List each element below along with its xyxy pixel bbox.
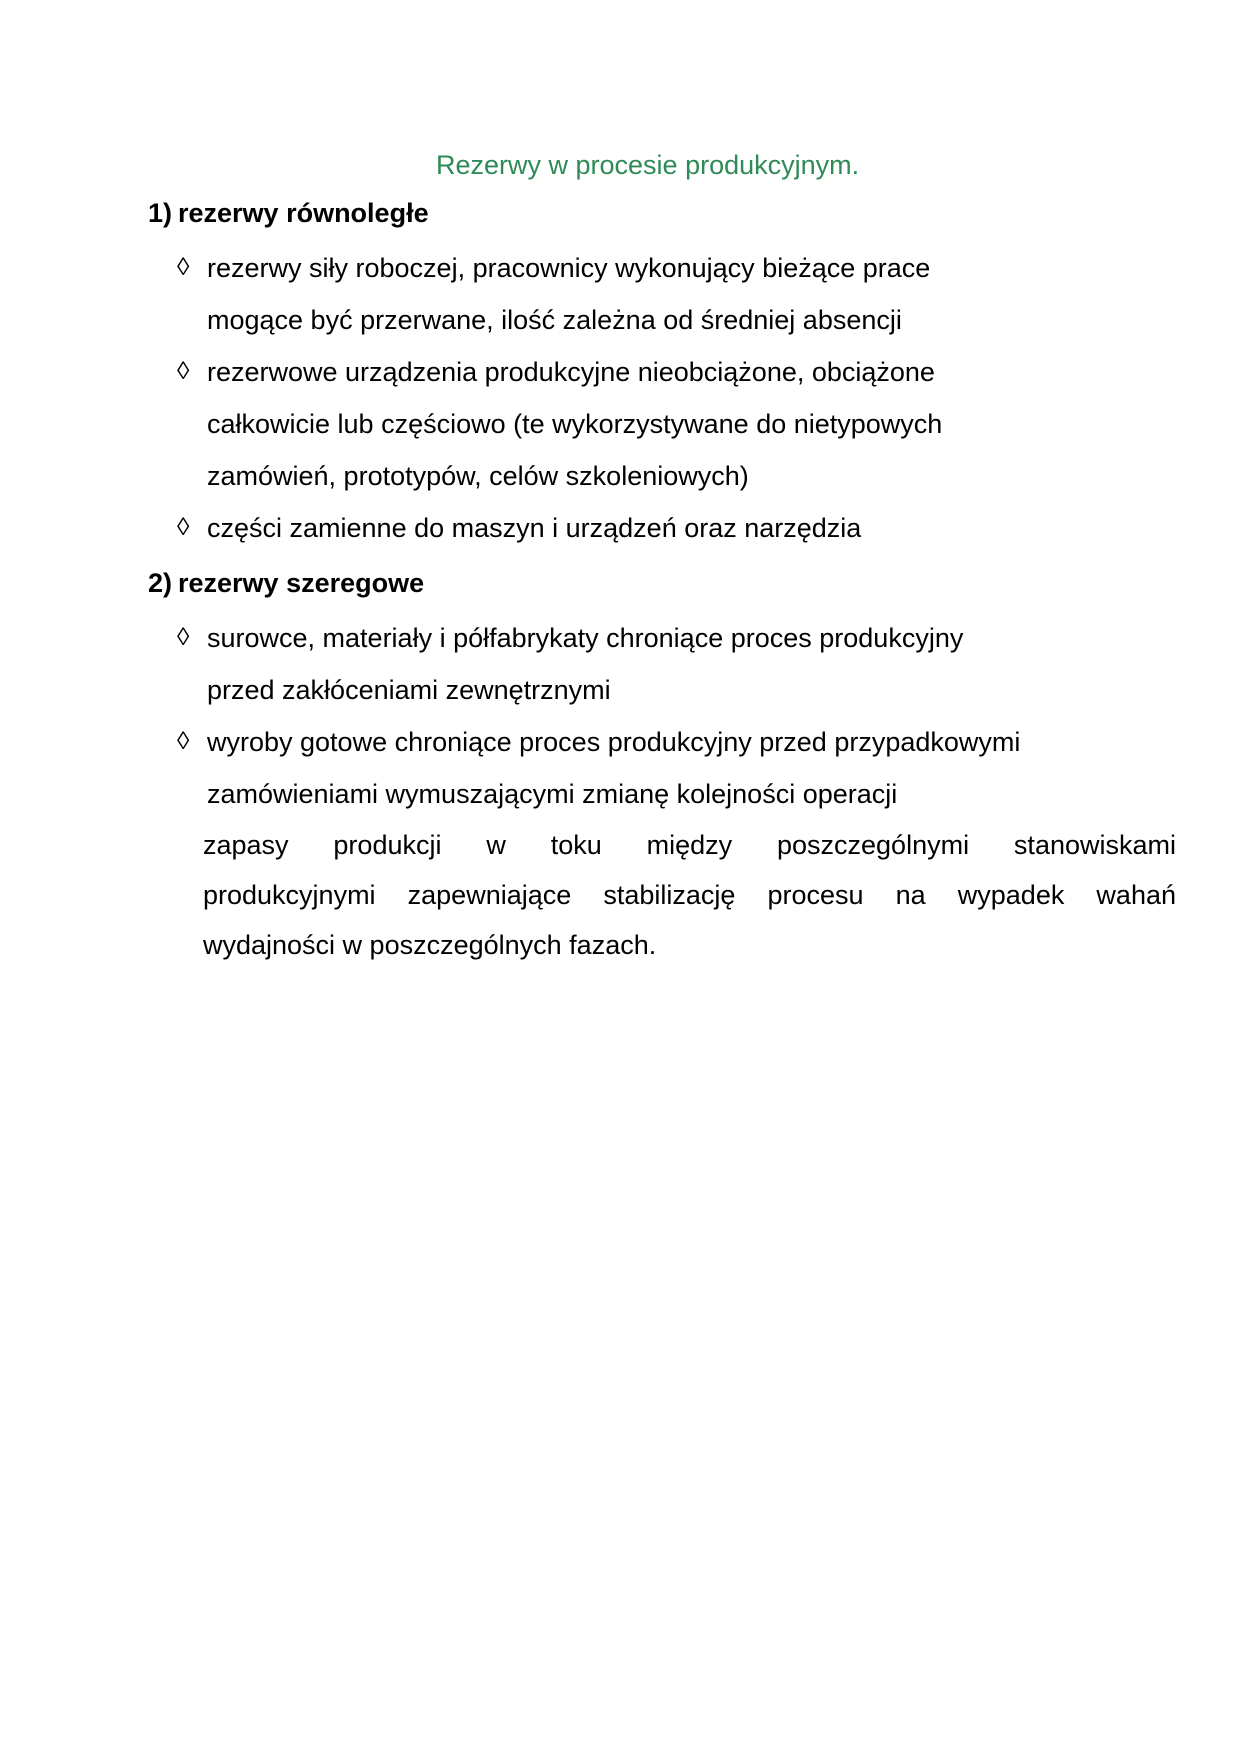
list-item-line: rezerwowe urządzenia produkcyjne nieobciążone, obciążone	[207, 357, 935, 387]
bullet-diamond-icon: ◊	[177, 513, 190, 541]
list-item-line: surowce, materiały i półfabrykaty chroniące proces produkcyjny	[207, 623, 964, 653]
list-item	[207, 612, 1057, 716]
section-number-2: 2)	[148, 568, 173, 598]
bullet-diamond-icon: ◊	[177, 357, 190, 385]
section-number-1: 1)	[148, 198, 173, 228]
list-item-line: całkowicie lub częściowo (te wykorzystywane do nietypowych	[207, 409, 943, 439]
section-title-1: rezerwy równoległe	[178, 198, 429, 228]
list-item	[207, 502, 1057, 554]
section-heading-1	[148, 196, 429, 230]
section-heading-2	[148, 566, 424, 600]
list-item-line: zamówieniami wymuszającymi zmianę kolejności operacji	[207, 779, 898, 809]
list-item-line: części zamienne do maszyn i urządzeń oraz narzędzia	[207, 513, 862, 543]
paragraph-line: zapasy produkcji w toku między poszczególnymi stanowiskami	[203, 830, 1176, 860]
list-item	[207, 242, 1057, 346]
bullet-diamond-icon: ◊	[177, 727, 190, 755]
list-item	[207, 716, 1057, 820]
section-title-2: rezerwy szeregowe	[178, 568, 425, 598]
paragraph-line: produkcyjnymi zapewniające stabilizację procesu na wypadek wahań	[203, 880, 1176, 910]
list-item-line: przed zakłóceniami zewnętrznymi	[207, 675, 611, 705]
paragraph-line: wydajności w poszczególnych fazach.	[203, 930, 657, 960]
list-item	[207, 346, 1057, 502]
list-item-line: zamówień, prototypów, celów szkoleniowych)	[207, 461, 749, 491]
bullet-diamond-icon: ◊	[177, 253, 190, 281]
list-item-line: mogące być przerwane, ilość zależna od średniej absencji	[207, 305, 902, 335]
body-paragraph	[203, 820, 1176, 970]
bullet-diamond-icon: ◊	[177, 623, 190, 651]
list-item-line: rezerwy siły roboczej, pracownicy wykonujący bieżące prace	[207, 253, 931, 283]
document-title: Rezerwy w procesie produkcyjnym.	[436, 150, 860, 180]
list-item-line: wyroby gotowe chroniące proces produkcyjny przed przypadkowymi	[207, 727, 1021, 757]
